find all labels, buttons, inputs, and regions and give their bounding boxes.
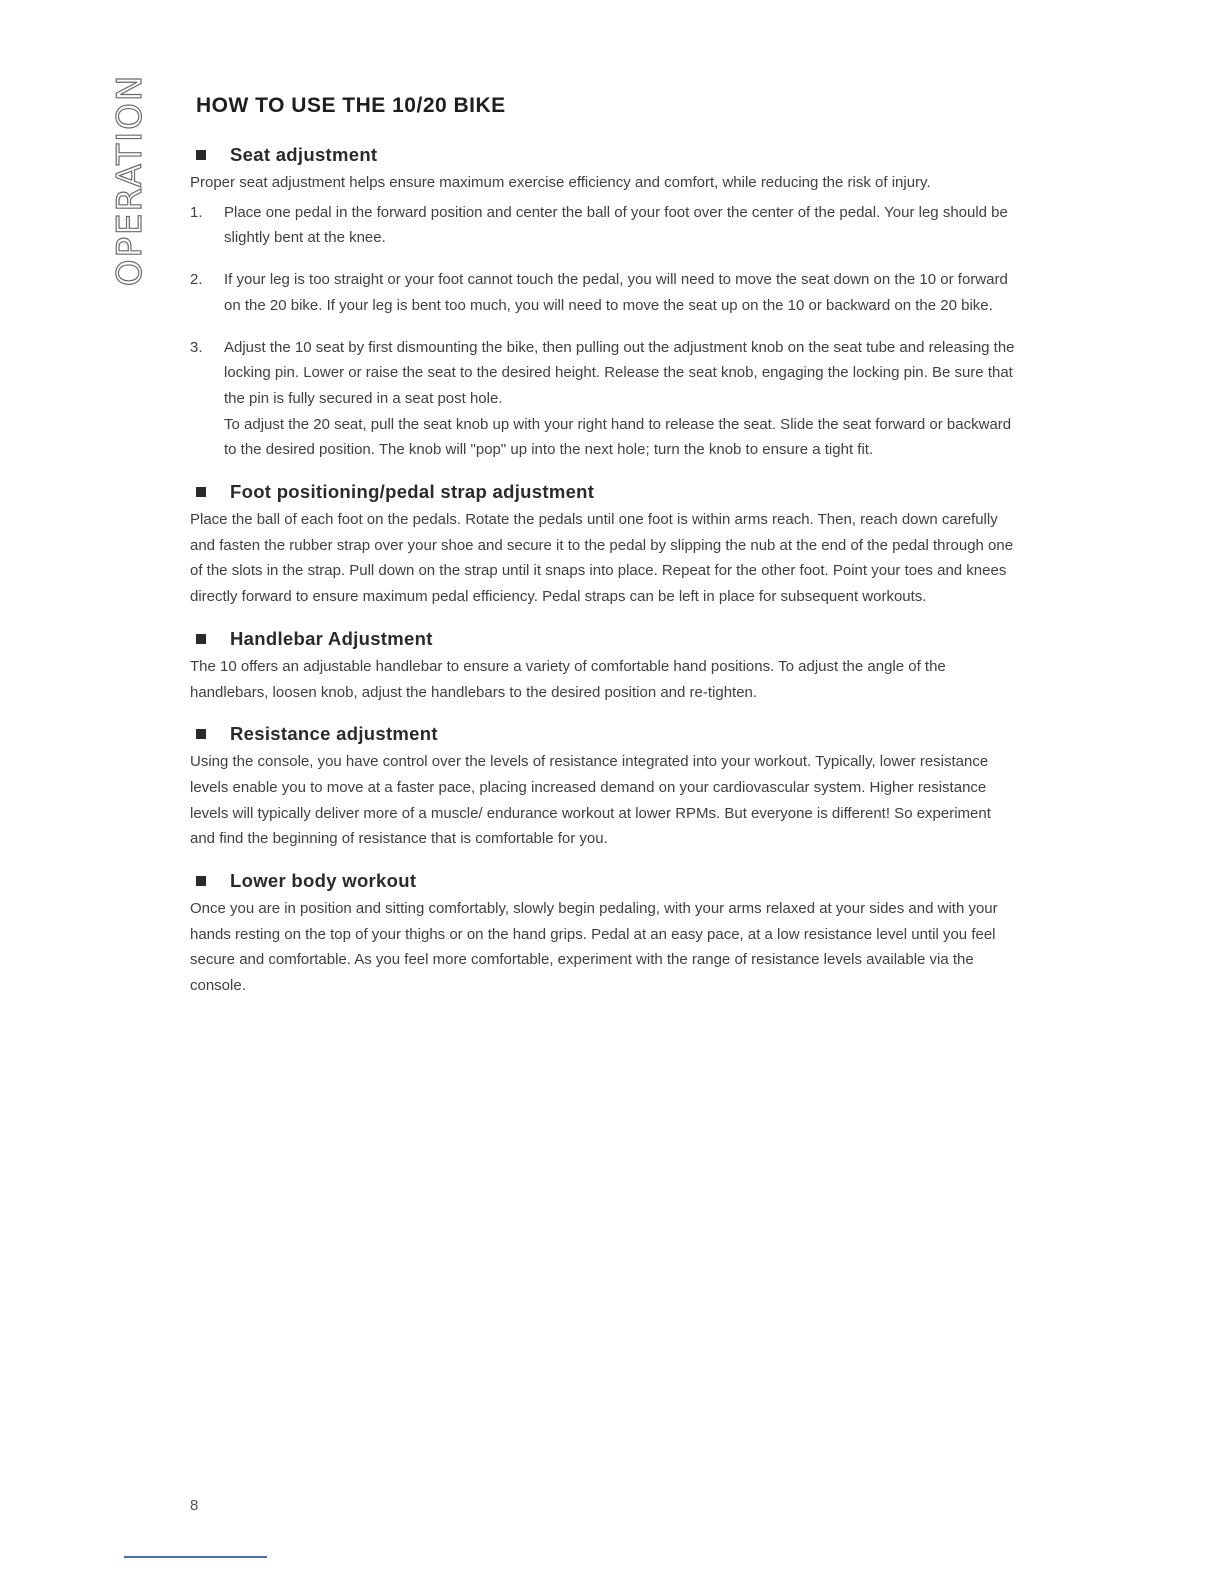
square-bullet-icon bbox=[196, 634, 206, 644]
section-heading bbox=[196, 144, 1020, 166]
section-foot-positioning bbox=[190, 481, 1020, 610]
section-body: Place the ball of each foot on the pedals. Rotate the pedals until one foot is within arms reach. Then, reach down carefully and fasten the rubber strap over your shoe and secure it to the pedal by slipping the nub at the end of the pedal through one of the slots in the strap. Pull down on the strap until it snaps into place. Repeat for the other foot. Point your toes and knees directly forward to ensure maximum pedal efficiency. Pedal straps can be left in place for subsequent workouts. bbox=[190, 511, 1014, 606]
square-bullet-icon bbox=[196, 150, 206, 160]
step-text: Place one pedal in the forward position and center the ball of your foot over the center of the pedal. Your leg should be slightly bent at the knee. bbox=[224, 203, 1008, 247]
section-body: The 10 offers an adjustable handlebar to ensure a variety of comfortable hand positions. To adjust the angle of the handlebars, loosen knob, adjust the handlebars to the desired position and re-tighten. bbox=[190, 657, 946, 701]
section-body: Using the console, you have control over the levels of resistance integrated into your workout. Typically, lower resistance levels enable you to move at a faster pace, placing increased demand on your cardiovascular system. Higher resistance levels will typically deliver more of a muscle/ endurance workout at lower RPMs. But everyone is different! So experiment and find the beginning of resistance that is comfortable for you. bbox=[190, 753, 991, 848]
section-heading bbox=[196, 870, 1020, 892]
step-number: 1. bbox=[190, 203, 203, 221]
list-item bbox=[190, 200, 1020, 251]
list-item bbox=[190, 335, 1020, 464]
square-bullet-icon bbox=[196, 487, 206, 497]
step-text: To adjust the 20 seat, pull the seat knob up with your right hand to release the seat. Slide the seat forward or backward to the desired position. The knob will "pop" up into the next hole; turn the knob to ensure a tight fit. bbox=[224, 415, 1012, 459]
section-lower-body-workout bbox=[190, 870, 1020, 999]
step-body bbox=[224, 200, 1020, 251]
section-side-tab-label: OPERATION bbox=[110, 73, 150, 287]
section-heading-label: Resistance adjustment bbox=[230, 723, 438, 745]
page-content bbox=[190, 94, 1020, 1017]
section-heading bbox=[196, 628, 1020, 650]
footer-rule bbox=[124, 1556, 267, 1558]
section-heading-label: Foot positioning/pedal strap adjustment bbox=[230, 481, 595, 503]
step-body bbox=[224, 335, 1020, 464]
list-item bbox=[190, 267, 1020, 318]
square-bullet-icon bbox=[196, 729, 206, 739]
square-bullet-icon bbox=[196, 876, 206, 886]
section-heading-label: Handlebar Adjustment bbox=[230, 627, 433, 649]
section-seat-adjustment bbox=[190, 144, 1020, 463]
step-text: If your leg is too straight or your foot cannot touch the pedal, you will need to move the seat down on the 10 or forward on the 20 bike. If your leg is bent too much, you will need to move the seat up on the 10 or backward on the 20 bike. bbox=[224, 271, 1008, 314]
section-side-tab bbox=[108, 73, 152, 287]
step-number: 2. bbox=[190, 271, 203, 289]
step-number: 3. bbox=[190, 338, 203, 356]
step-text: Adjust the 10 seat by first dismounting the bike, then pulling out the adjustment knob on the seat tube and releasing the locking pin. Lower or raise the seat to the desired height. Release the seat knob, engaging the locking pin. Be sure that the pin is fully secured in a seat post hole. bbox=[224, 338, 1015, 407]
section-heading bbox=[196, 723, 1020, 745]
seat-steps-list bbox=[190, 200, 1020, 463]
seat-intro-paragraph: Proper seat adjustment helps ensure maximum exercise efficiency and comfort, while reducing the risk of injury. bbox=[190, 174, 931, 191]
section-heading bbox=[196, 481, 1020, 503]
section-handlebar-adjustment bbox=[190, 628, 1020, 705]
page-number: 8 bbox=[190, 1497, 199, 1514]
page-title: HOW TO USE THE 10/20 BIKE bbox=[196, 94, 506, 117]
section-heading-label: Lower body workout bbox=[230, 870, 417, 892]
step-body bbox=[224, 267, 1020, 318]
section-resistance-adjustment bbox=[190, 723, 1020, 852]
section-body: Once you are in position and sitting comfortably, slowly begin pedaling, with your arms relaxed at your sides and with your hands resting on the top of your thighs or on the hand grips. Pedal at an easy pace, at a low resistance level until you feel secure and comfortable. As you feel more comfortable, experiment with the range of resistance levels available via the console. bbox=[190, 900, 998, 995]
section-heading-label: Seat adjustment bbox=[230, 144, 378, 165]
